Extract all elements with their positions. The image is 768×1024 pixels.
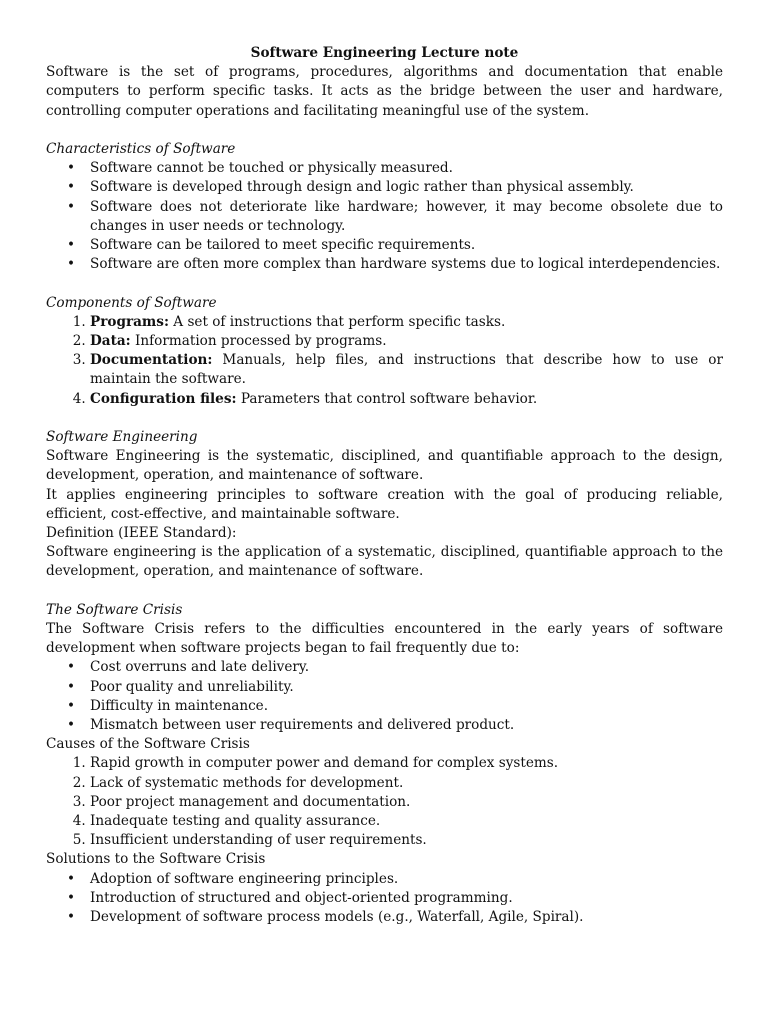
bullet-icon: •: [67, 198, 76, 215]
document-body: [46, 44, 723, 927]
definition-text: Software engineering is the application of a systematic, disciplined, quantifiable approach to the development, operation, and maintenance of software.: [46, 544, 723, 580]
component-term: Programs:: [90, 313, 169, 330]
list-item: • Introduction of structured and object-oriented programming.: [90, 889, 723, 908]
bullet-icon: •: [67, 717, 76, 734]
component-term: Configuration files:: [90, 390, 237, 407]
components-list: [46, 313, 723, 409]
crisis-intro: The Software Crisis refers to the difficulties encountered in the early years of software development when software projects began to fail frequently due to:: [46, 621, 723, 657]
solutions-list: [46, 870, 723, 928]
solutions-heading: Solutions to the Software Crisis: [46, 851, 266, 868]
crisis-list: [46, 658, 723, 735]
list-item: 3. Poor project management and documentation.: [90, 793, 723, 812]
bullet-icon: •: [67, 160, 76, 177]
document-title: Software Engineering Lecture note: [250, 45, 519, 61]
components-heading: Components of Software: [46, 294, 217, 311]
list-item: 5. Insufficient understanding of user requirements.: [90, 831, 723, 850]
list-item: 3. Documentation: Manuals, help files, and instructions that describe how to use or maintain the software.: [90, 351, 723, 389]
bullet-icon: •: [67, 256, 76, 273]
characteristics-list: [46, 159, 723, 274]
list-item: • Software are often more complex than hardware systems due to logical interdependencies.: [90, 255, 723, 274]
list-item: 2. Lack of systematic methods for development.: [90, 774, 723, 793]
crisis-heading: The Software Crisis: [46, 601, 183, 618]
list-item: • Software does not deteriorate like hardware; however, it may become obsolete due to changes in user needs or technology.: [67, 198, 723, 234]
causes-heading: Causes of the Software Crisis: [46, 736, 250, 753]
bullet-icon: •: [67, 909, 76, 926]
list-item: • Poor quality and unreliability.: [90, 678, 723, 697]
causes-list: [46, 754, 723, 850]
list-item: • Cost overruns and late delivery.: [90, 658, 723, 677]
list-item: 1. Programs: A set of instructions that perform specific tasks.: [90, 313, 723, 332]
software-engineering-paragraph: Software Engineering is the systematic, disciplined, and quantifiable approach to the design, development, operation, and maintenance of software.: [46, 448, 723, 484]
characteristics-heading: Characteristics of Software: [46, 141, 236, 157]
definition-label: Definition (IEEE Standard):: [46, 525, 237, 542]
software-engineering-heading: Software Engineering: [46, 429, 198, 446]
list-item: 4. Inadequate testing and quality assurance.: [90, 812, 723, 831]
list-item: • Adoption of software engineering principles.: [90, 870, 723, 889]
bullet-icon: •: [67, 659, 76, 676]
list-item: 1. Rapid growth in computer power and demand for complex systems.: [90, 754, 723, 773]
bullet-icon: •: [67, 179, 76, 196]
list-item: • Software cannot be touched or physically measured.: [90, 159, 723, 178]
component-term: Documentation:: [90, 352, 213, 369]
intro-paragraph: Software is the set of programs, procedures, algorithms and documentation that enable computers to perform specific tasks. It acts as the bridge between the user and hardware, controlling computer operations and facilitating meaningful use of the system.: [46, 64, 723, 119]
software-engineering-goal: It applies engineering principles to software creation with the goal of producing reliable, efficient, cost-effective, and maintainable software.: [46, 486, 723, 522]
bullet-icon: •: [67, 697, 76, 714]
list-item: • Development of software process models (e.g., Waterfall, Agile, Spiral).: [90, 908, 723, 927]
list-item: • Mismatch between user requirements and delivered product.: [90, 716, 723, 735]
bullet-icon: •: [67, 889, 76, 906]
bullet-icon: •: [67, 678, 76, 695]
bullet-icon: •: [67, 237, 76, 254]
component-term: Data:: [90, 333, 131, 350]
bullet-icon: •: [67, 870, 76, 887]
list-item: 2. Data: Information processed by programs.: [90, 332, 723, 351]
list-item: • Difficulty in maintenance.: [90, 697, 723, 716]
list-item: 4. Configuration files: Parameters that control software behavior.: [90, 390, 723, 409]
list-item: • Software is developed through design and logic rather than physical assembly.: [90, 178, 723, 197]
list-item: • Software can be tailored to meet specific requirements.: [90, 236, 723, 255]
